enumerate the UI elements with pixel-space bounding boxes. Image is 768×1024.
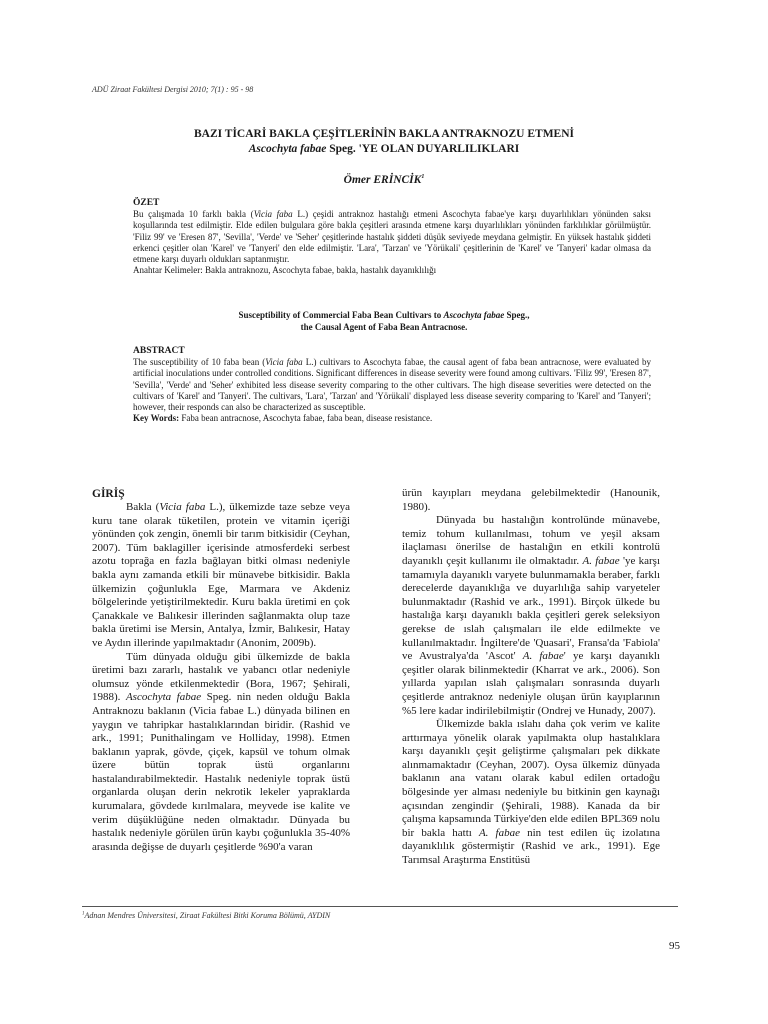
ozet-text [133, 209, 651, 265]
author-name [0, 174, 768, 186]
title-line-2 [0, 142, 768, 157]
ozet-species: Vicia faba [253, 209, 293, 220]
article-title [0, 127, 768, 157]
abstract-section [133, 346, 651, 424]
p5-a: Ülkemizde bakla ıslahı daha çok verim ve kalite arttırmaya yönelik olarak yapılmakta olup hastalıklara karşı dayanıklı çeşit geliştirme çalışmaları pek dikkate alınmamaktadır (Ceyhan, 2007). Oysa ülkemiz dünyada baklanın ana vatanı olarak kabul edilen ortadoğu bölgesinde yer alması nedeniyle bu bitkinin gen kaynağı açısından zengindir (Şehirali, 1988). Kanada da bir çalışma kapsamında Türkiye'den elde edilen BPL369 nolu bir bakla hattı [402, 718, 660, 839]
p2-species: Ascochyta fabae [125, 691, 202, 704]
key-words [133, 413, 651, 424]
p4-a: Dünyada bu hastalığın kontrolünde münavebe, temiz tohum kullanılması, tohum ve yeşil aksam ilaçlaması önerilse de hastalığın en etkili kontrolü dayanıklı çeşit kullanımı ile olmaktadır. [402, 514, 660, 567]
p2-a: Tüm dünyada olduğu gibi ülkemizde de bakla üretimi bazı zararlı, hastalık ve yabancı otlar nedeniyle olumsuz yönde etkilenmektedir (Bora, 1967; Şehirali, 1988). [92, 650, 350, 704]
abstract-text-b: L.) cultivars to Ascochyta fabae, the causal agent of faba bean antracnose, were evaluated by artificial inoculations under controlled conditions. Significant differences in disease severity were found among cultivars. 'Filiz 99', 'Eresen 87', 'Sevilla', 'Verde' and 'Seher' exhibited less disease severity comparing to the other cultivars. The high disease severities were detected on the cultivars of 'Karel' and 'Tanyeri'. The cultivars, 'Lara', 'Tarzan' and 'Yörükali' displayed less disease severity comparing to 'Karel' and 'Tanyeri'; however, their responds can also be characterized as susceptible. [133, 357, 651, 413]
p5-b: nin test edilen üç izolatına dayanıklılık göstermiştir (Rashid ve ark., 1991). Ege Tarımsal Araştırma Enstitüsü [402, 826, 660, 867]
footnote-mark: 1 [82, 911, 85, 917]
english-title [0, 309, 768, 333]
english-title-line-2: the Causal Agent of Faba Bean Antracnose. [300, 322, 468, 332]
title-line-1: BAZI TİCARİ BAKLA ÇEŞİTLERİNİN BAKLA ANTRAKNOZU ETMENİ [193, 128, 575, 140]
english-title-line-1 [0, 309, 768, 321]
eng-title-species: Ascochyta fabae [443, 310, 505, 320]
eng-title-b: Speg., [504, 310, 530, 320]
journal-citation: ADÜ Ziraat Fakültesi Dergisi 2010; 7(1) : 95 - 98 [92, 85, 254, 94]
p1-species: Vicia faba [159, 501, 206, 513]
p4-b: 'ye karşı tamamıyla dayanıklı varyete bulunmamakla beraber, farklı derecelerde dayanıklığa ve duyarlılığa sahip varyeteler bulunmaktadır (Rashid ve ark., 1991). Birçok ülkede bu hastalığa karşı dayanıklı bakla çeşitleri gerek seleksiyon gerekse de ıslah çalışmaları ile elde edilmekte ve kullanılmaktadır. İngiltere'de 'Quasari', Fransa'da 'Fabiola' ve Avustralya'da 'Ascot' [402, 554, 661, 663]
title-species: Ascochyta fabae [248, 143, 327, 155]
paragraph-4 [402, 514, 660, 718]
footnote [82, 911, 330, 920]
anahtar-kelimeler: Anahtar Kelimeler: Bakla antraknozu, Ascochyta fabae, bakla, hastalık dayanıklılığı [133, 265, 437, 276]
paragraph-1 [92, 501, 350, 651]
p2-b: Speg. nin neden olduğu Bakla Antraknozu baklanın (Vicia fabae L.) dünyada bilinen en yaygın ve tahripkar hastalıklarından biridir. (Rashid ve ark., 1991; Punithalingam ve Holliday, 1998). Etmen baklanın yaprak, gövde, çiçek, kapsül ve tohum olmak üzere bütün toprak üstü organlarını hastalandırabilmektedir. Hastalık nedeniyle toprak üstü organlarda oluşan derin nekrotik lekeler yapraklarda kurumalara, gövdede kırılmalara, meyvede ise kalite ve verim düşüklüğüne neden olmaktadır. Dünyada bu hastalık nedeniyle görülen ürün kaybı çoğunlukla 35-40% arasında değişse de duyarlı çeşitlerde %90'a varan [92, 691, 350, 853]
eng-title-a: Susceptibility of Commercial Faba Bean Cultivars to [238, 310, 444, 320]
author-affiliation-mark: 1 [421, 174, 425, 181]
abstract-text [133, 357, 651, 413]
p1-a: Bakla ( [126, 501, 160, 513]
paragraph-2 [92, 651, 350, 855]
page-number: 95 [669, 940, 680, 952]
ozet-text-a: Bu çalışmada 10 farklı bakla ( [133, 209, 254, 220]
ozet-text-b: L.) çeşidi antraknoz hastalığı etmeni Ascochyta fabae'ye karşı duyarlılıkları yönünden saksı koşullarında test edilmiştir. Elde edilen bulgulara göre bakla çeşitleri arasında etmene karşı duyarlılıkları yönünden farklılıklar görülmüştür. 'Filiz 99' ve 'Eresen 87', 'Sevilla', 'Verde' ve 'Seher' çeşitlerinde hastalık şiddeti düşük seviyede meydana gelmiştir. En yüksek hastalık şiddeti erkenci çeşitler olan 'Karel' ve 'Tanyeri' den elde edilmiştir. 'Lara', 'Tarzan' ve 'Yörükali' çeşitlerinin de 'Karel' ve 'Tanyeri' kadar olmasa da etmene karşı duyarlı oldukları saptanmıştır. [133, 209, 652, 265]
giris-heading: GİRİŞ [92, 488, 125, 500]
abstract-heading: ABSTRACT [133, 346, 185, 356]
left-column [92, 487, 350, 854]
p1-b: L.), ülkemizde taze sebze veya kuru tane olarak tüketilen, protein ve vitamin içeriği yönünden çok zengin, önemli bir tarım bitkisidir (Ceyhan, 2007). Tüm baklagiller içerisinde atmosferdeki serbest azotu toprağa en fazla bağlayan bitki olması nedeniyle bakla aynı zamanda etkili bir münavebe bitkisidir. Bakla ülkemizin çoğunlukla Ege, Marmara ve Akdeniz bölgelerinde yetiştirilmektedir. Kuru bakla üretimi en çok Çanakkale ve Balıkesir illerinden sağlanmakta olup taze bakla üretimi ise Mersin, Antalya, İzmir, Balıkesir, Hatay ve Aydın illerinde yapılmaktadır (Anonim, 2009b). [92, 501, 350, 649]
p4-species-1: A. fabae [582, 554, 620, 567]
p4-species-2: A. fabae [522, 650, 564, 663]
paragraph-5 [402, 718, 660, 868]
abstract-text-a: The susceptibility of 10 faba bean ( [133, 357, 266, 368]
footnote-text: Adnan Mendres Üniversitesi, Ziraat Fakültesi Bitki Koruma Bölümü, AYDIN [84, 911, 331, 920]
p4-c: ' ye karşı dayanıklı çeşitler olarak bilinmektedir (Kharrat ve ark., 2006). Son yıllarda yapılan ıslah çalışmaları sonrasında duyarlı çeşitlerde antraknoz nedeniyle oluşan ürün kayıplarının %5 lere kadar indirilebilmiştir (Ondrej ve Hunady, 2007). [402, 650, 660, 717]
p5-species: A. fabae [478, 826, 520, 839]
paragraph-3: ürün kayıpları meydana gelebilmektedir (Hanounik, 1980). [402, 487, 660, 513]
author-text: Ömer ERİNCİK [343, 174, 422, 186]
key-words-label: Key Words: [133, 413, 180, 424]
ozet-section [133, 198, 651, 276]
ozet-heading: ÖZET [133, 198, 160, 208]
right-column [402, 487, 660, 868]
abstract-species: Vicia faba [265, 357, 303, 368]
key-words-text: Faba bean antracnose, Ascochyta fabae, faba bean, disease resistance. [179, 413, 433, 424]
footnote-divider [82, 906, 678, 907]
title-line-2-rest: Speg. 'YE OLAN DUYARLILIKLARI [326, 143, 520, 155]
